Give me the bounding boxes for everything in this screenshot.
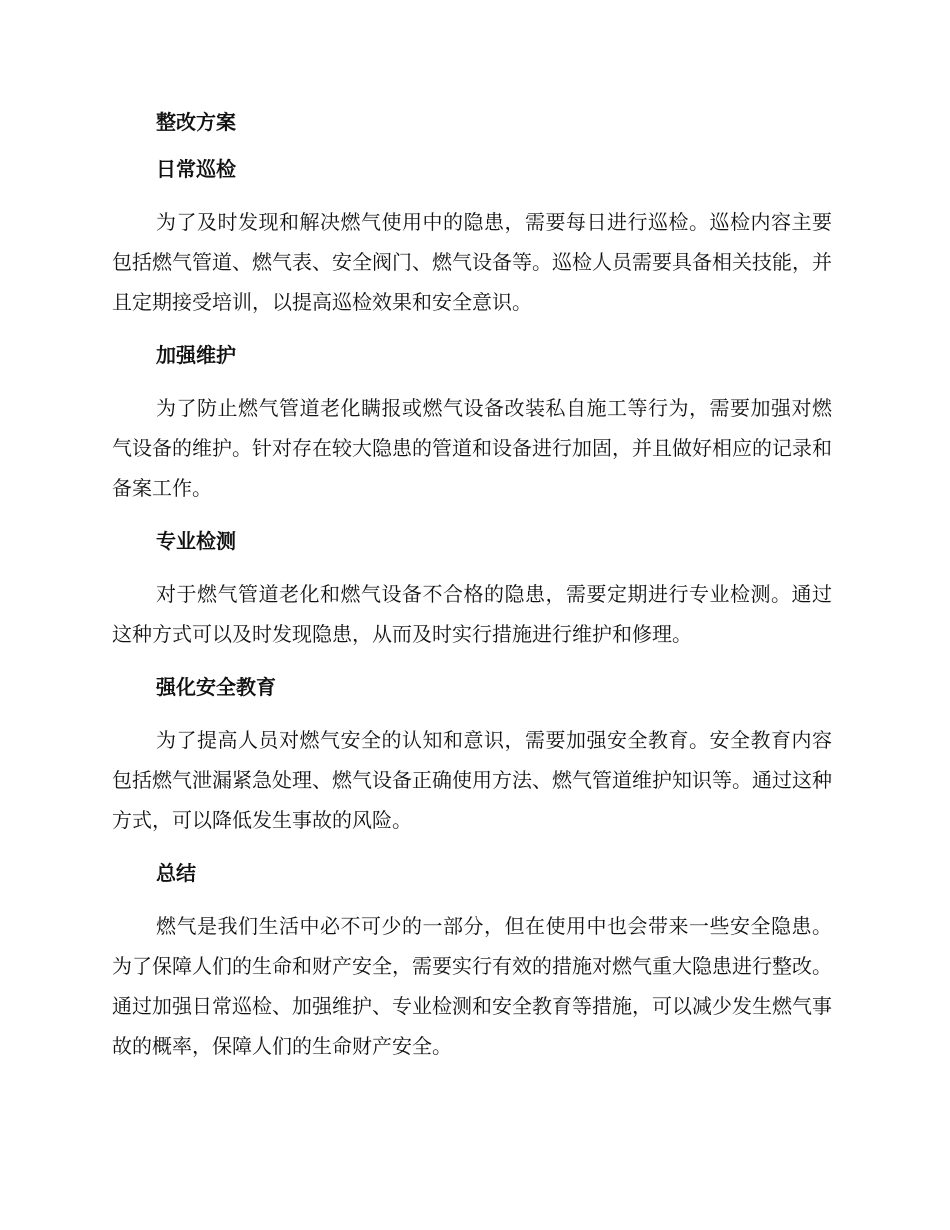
section-heading-summary: 总结 [156, 861, 196, 885]
document-page [112, 108, 832, 1085]
section-paragraph-daily-inspection: 为了及时发现和解决燃气使用中的隐患，需要每日进行巡检。巡检内容主要包括燃气管道、燃气表、安全阀门、燃气设备等。巡检人员需要具备相关技能，并且定期接受培训，以提高巡检效果和安全意识。 [112, 210, 832, 314]
section-heading-safety-education: 强化安全教育 [156, 675, 276, 699]
section-heading-maintenance: 加强维护 [156, 343, 236, 367]
document-title: 整改方案 [156, 110, 236, 134]
section-paragraph-professional-testing: 对于燃气管道老化和燃气设备不合格的隐患，需要定期进行专业检测。通过这种方式可以及时发现隐患，从而及时实行措施进行维护和修理。 [112, 582, 832, 646]
section-heading-professional-testing: 专业检测 [156, 529, 236, 553]
section-paragraph-summary: 燃气是我们生活中必不可少的一部分，但在使用中也会带来一些安全隐患。为了保障人们的生命和财产安全，需要实行有效的措施对燃气重大隐患进行整改。通过加强日常巡检、加强维护、专业检测和安全教育等措施，可以减少发生燃气事故的概率，保障人们的生命财产安全。 [112, 914, 832, 1058]
section-heading-daily-inspection: 日常巡检 [156, 157, 236, 181]
section-paragraph-maintenance: 为了防止燃气管道老化瞒报或燃气设备改装私自施工等行为，需要加强对燃气设备的维护。针对存在较大隐患的管道和设备进行加固，并且做好相应的记录和备案工作。 [112, 396, 832, 500]
section-paragraph-safety-education: 为了提高人员对燃气安全的认知和意识，需要加强安全教育。安全教育内容包括燃气泄漏紧急处理、燃气设备正确使用方法、燃气管道维护知识等。通过这种方式，可以降低发生事故的风险。 [112, 728, 832, 832]
